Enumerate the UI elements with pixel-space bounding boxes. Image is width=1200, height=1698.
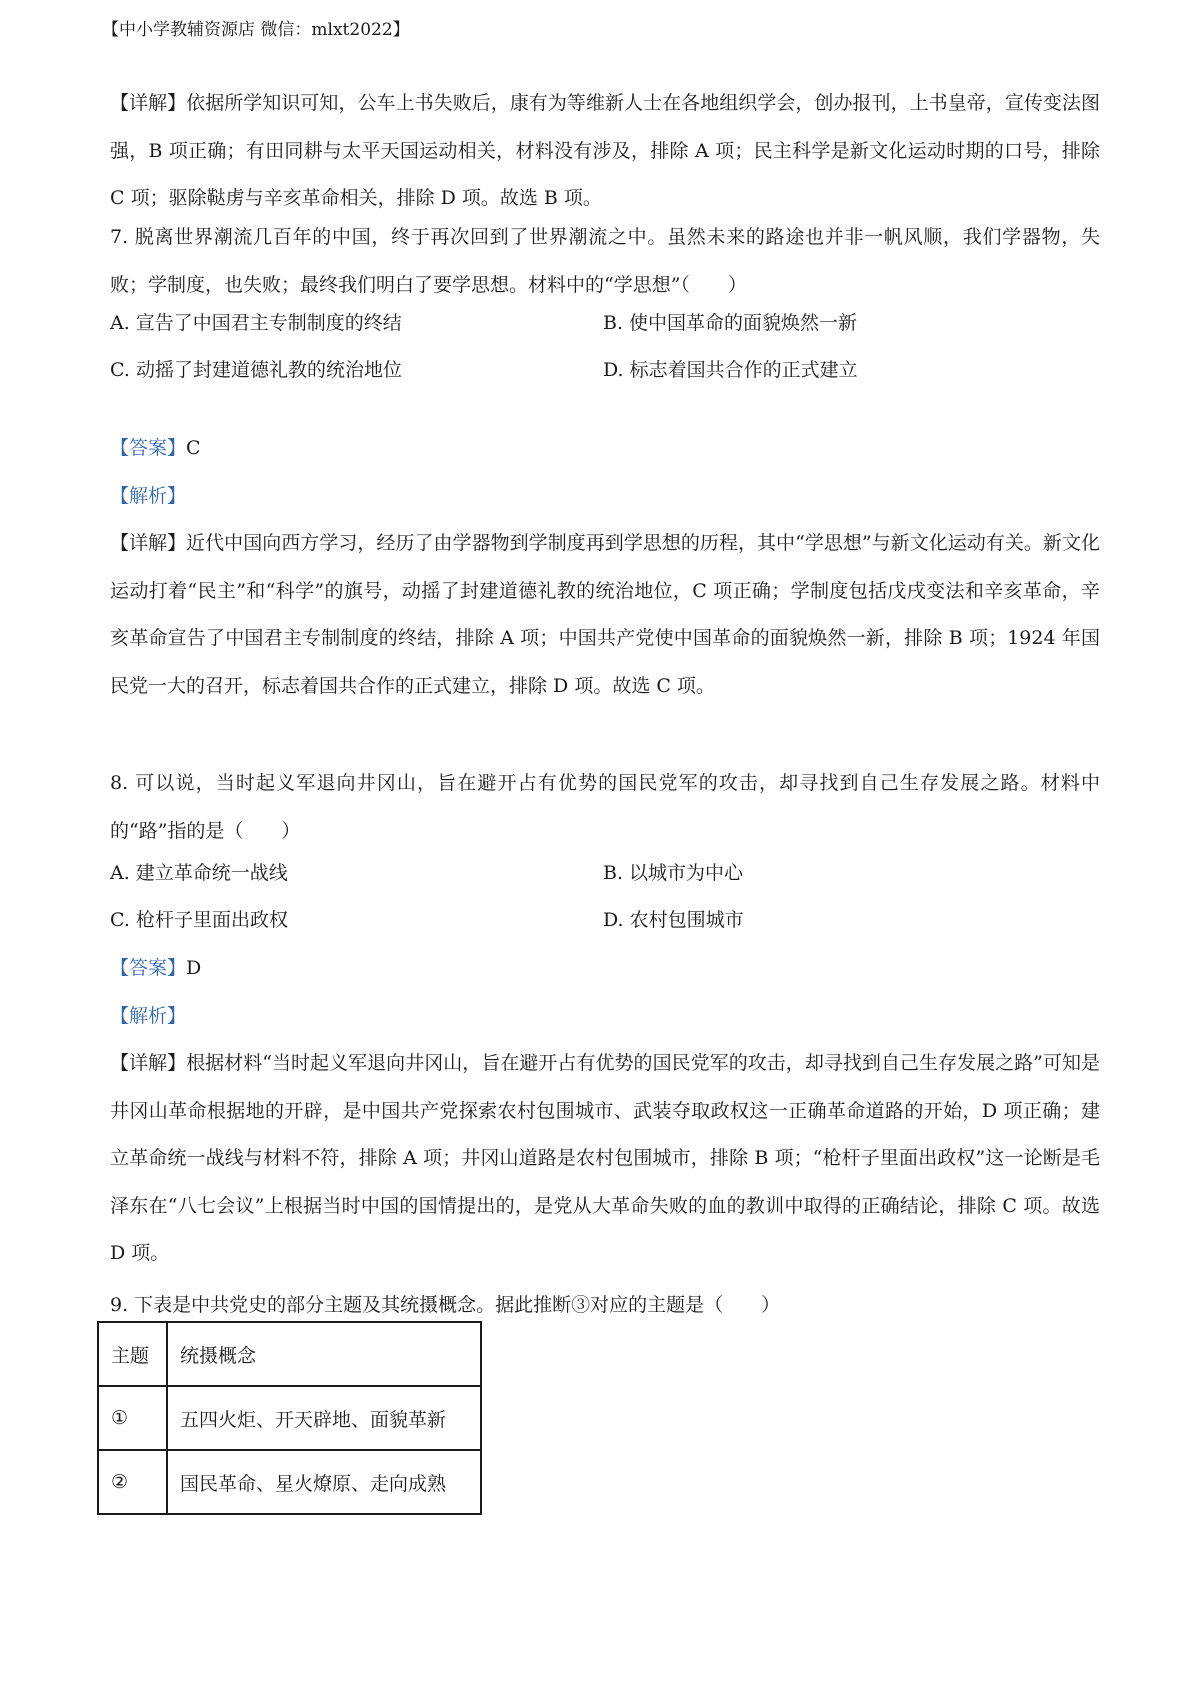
q8-answer-tag: 【答案】 — [110, 957, 187, 979]
q8-option-c: C. 枪杆子里面出政权 — [110, 909, 288, 931]
q7-stem: 7. 脱离世界潮流几百年的中国，终于再次回到了世界潮流之中。虽然未来的路途也并非一帆风顺，我们学器物，失败；学制度，也失败；最终我们明白了要学思想。材料中的“学思想”（ ） — [110, 226, 1100, 296]
table-header-row — [98, 1322, 481, 1386]
q8-option-b: B. 以城市为中心 — [603, 862, 744, 884]
q6-detail-text: 依据所学知识可知，公车上书失败后，康有为等维新人士在各地组织学会，创办报刊，上书皇帝，宣传变法图强，B 项正确；有田同耕与太平天国运动相关，材料没有涉及，排除 A 项；民主科学是新文化运动时期的口号，排除 C 项；驱除鞑虏与辛亥革命相关，排除 D 项。故选 B 项。 — [110, 92, 1100, 209]
q6-detail-tag: 【详解】 — [110, 92, 187, 114]
q7-options — [110, 300, 1100, 394]
table-header-cell: 统摄概念 — [167, 1322, 481, 1386]
table-header-cell: 主题 — [98, 1322, 167, 1386]
header-note: 【中小学教辅资源店 微信：mlxt2022】 — [102, 20, 410, 40]
q7-option-b: B. 使中国革命的面貌焕然一新 — [603, 312, 858, 334]
table-row — [98, 1386, 481, 1450]
q7-option-d: D. 标志着国共合作的正式建立 — [603, 359, 858, 381]
q7-detail-text: 近代中国向西方学习，经历了由学器物到学制度再到学思想的历程，其中“学思想”与新文化运动有关。新文化运动打着“民主”和“科学”的旗号，动摇了封建道德礼教的统治地位，C 项正确；学制度包括戊戌变法和辛亥革命，辛亥革命宣告了中国君主专制制度的终结，排除 A 项；中国共产党使中国革命的面貌焕然一新，排除 B 项；1924 年国民党一大的召开，标志着国共合作的正式建立，排除 D 项。故选 C 项。 — [110, 532, 1100, 697]
q8-answer-value: D — [186, 957, 202, 979]
table-cell: ① — [98, 1386, 167, 1450]
q7-option-a: A. 宣告了中国君主专制制度的终结 — [110, 312, 402, 334]
q7-answer — [110, 436, 201, 460]
q7-answer-tag: 【答案】 — [110, 437, 187, 459]
q7-answer-value: C — [186, 437, 201, 459]
q8-options — [110, 850, 1100, 944]
q7-detail-tag: 【详解】 — [110, 532, 187, 554]
q8-stem: 8. 可以说，当时起义军退向井冈山，旨在避开占有优势的国民党军的攻击，却寻找到自己生存发展之路。材料中的“路”指的是（ ） — [110, 772, 1100, 842]
q8-detail — [110, 1040, 1100, 1278]
q8-answer — [110, 956, 201, 980]
q8-detail-text: 根据材料“当时起义军退向井冈山，旨在避开占有优势的国民党军的攻击，却寻找到自己生存发展之路”可知是井冈山革命根据地的开辟，是中国共产党探索农村包围城市、武装夺取政权这一正确革命道路的开始，D 项正确；建立革命统一战线与材料不符，排除 A 项；井冈山道路是农村包围城市，排除 B 项；“枪杆子里面出政权”这一论断是毛泽东在“八七会议”上根据当时中国的国情提出的，是党从大革命失败的血的教训中取得的正确结论，排除 C 项。故选 D 项。 — [110, 1052, 1100, 1264]
q7-option-c: C. 动摇了封建道德礼教的统治地位 — [110, 359, 402, 381]
q9-table — [97, 1321, 482, 1515]
q7-detail — [110, 520, 1100, 710]
table-cell: 国民革命、星火燎原、走向成熟 — [167, 1450, 481, 1514]
q8-option-a: A. 建立革命统一战线 — [110, 862, 288, 884]
q8-detail-tag: 【详解】 — [110, 1052, 187, 1074]
q8-analysis-tag: 【解析】 — [110, 1005, 187, 1027]
table-row — [98, 1450, 481, 1514]
q9-stem: 9. 下表是中共党史的部分主题及其统摄概念。据此推断③对应的主题是（ ） — [110, 1294, 781, 1316]
table-cell: 五四火炬、开天辟地、面貌革新 — [167, 1386, 481, 1450]
q6-detail — [110, 80, 1100, 223]
q7-analysis-tag: 【解析】 — [110, 485, 187, 507]
table-cell: ② — [98, 1450, 167, 1514]
q8-option-d: D. 农村包围城市 — [603, 909, 744, 931]
